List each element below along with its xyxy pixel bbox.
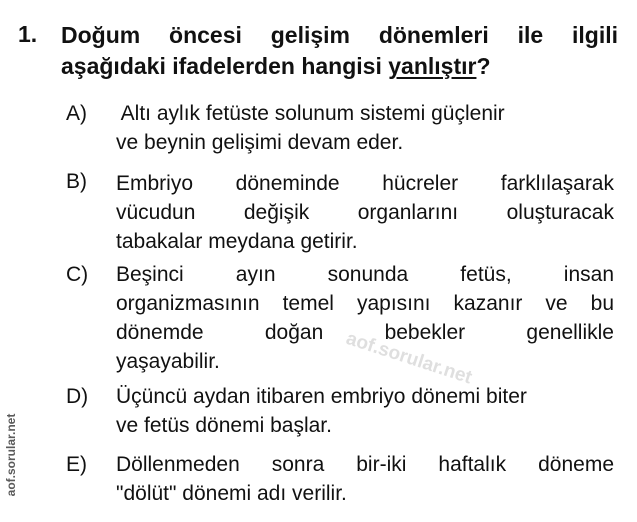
option-e-line-2: "dölüt" dönemi adı verilir. xyxy=(116,482,347,505)
option-c-line-3: dönemde doğan bebekler genellikle xyxy=(116,321,614,344)
question-text-line-2 xyxy=(61,52,618,80)
option-b-line-3: tabakalar meydana getirir. xyxy=(116,230,358,253)
option-d-line-1: Üçüncü aydan itibaren embriyo dönemi biter xyxy=(116,385,527,408)
option-c-line-4: yaşayabilir. xyxy=(116,350,220,373)
watermark-side: aof.sorular.net xyxy=(4,413,18,497)
option-b-letter: B) xyxy=(66,170,87,193)
question-emphasis-word: yanlıştır xyxy=(388,53,477,79)
question-number: 1. xyxy=(18,21,38,47)
option-a-letter: A) xyxy=(66,102,87,125)
question-text-prefix: aşağıdaki ifadelerden hangisi xyxy=(61,53,389,79)
option-e-line-1: Döllenmeden sonra bir-iki haftalık döneme xyxy=(116,453,614,476)
option-c-line-2: organizmasının temel yapısını kazanır ve bu xyxy=(116,292,614,315)
question-block xyxy=(0,0,637,100)
watermark-center: aof.sorular.net xyxy=(343,328,475,389)
question-text-line-1: Doğum öncesi gelişim dönemleri ile ilgili xyxy=(61,22,618,48)
option-b-line-1: Embriyo döneminde hücreler farklılaşarak xyxy=(116,172,614,195)
option-c-line-1: Beşinci ayın sonunda fetüs, insan xyxy=(116,263,614,286)
option-d-line-2: ve fetüs dönemi başlar. xyxy=(116,414,332,437)
option-a-line-1: Altı aylık fetüste solunum sistemi güçlenir xyxy=(116,102,505,125)
question-mark: ? xyxy=(476,53,491,79)
option-d-letter: D) xyxy=(66,385,89,408)
option-a-line-2: ve beynin gelişimi devam eder. xyxy=(116,131,404,154)
option-b-line-2: vücudun değişik organlarını oluşturacak xyxy=(116,201,614,224)
option-e-letter: E) xyxy=(66,453,87,476)
option-c-letter: C) xyxy=(66,263,89,286)
